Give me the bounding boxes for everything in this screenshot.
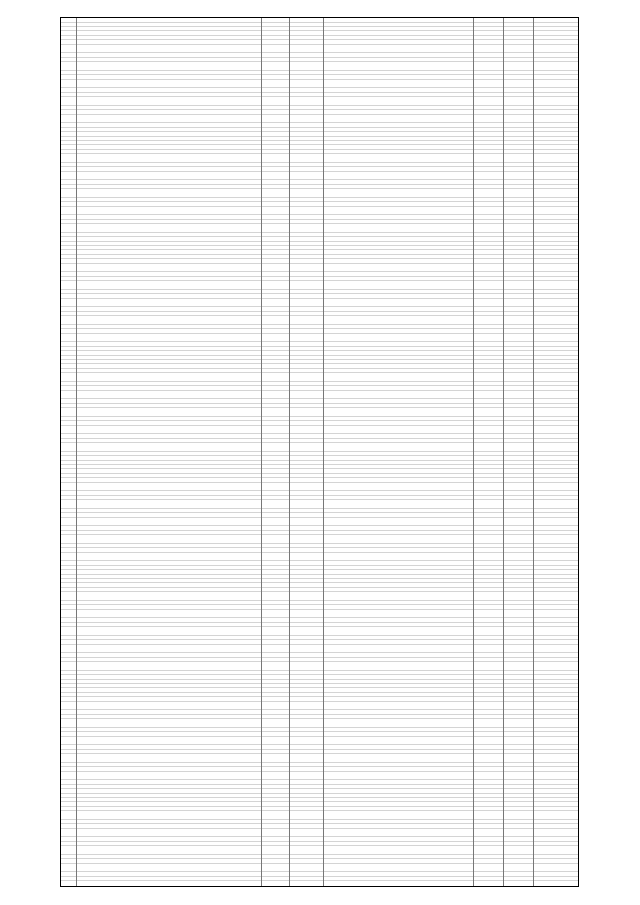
column-divider-year2 [323,18,324,886]
column-divider-id [76,18,77,886]
column-divider-year4 [533,18,534,886]
report-table [60,17,579,887]
column-divider-work [473,18,474,886]
column-divider-address [261,18,262,886]
column-divider-year [289,18,290,886]
column-divider-year3 [503,18,504,886]
